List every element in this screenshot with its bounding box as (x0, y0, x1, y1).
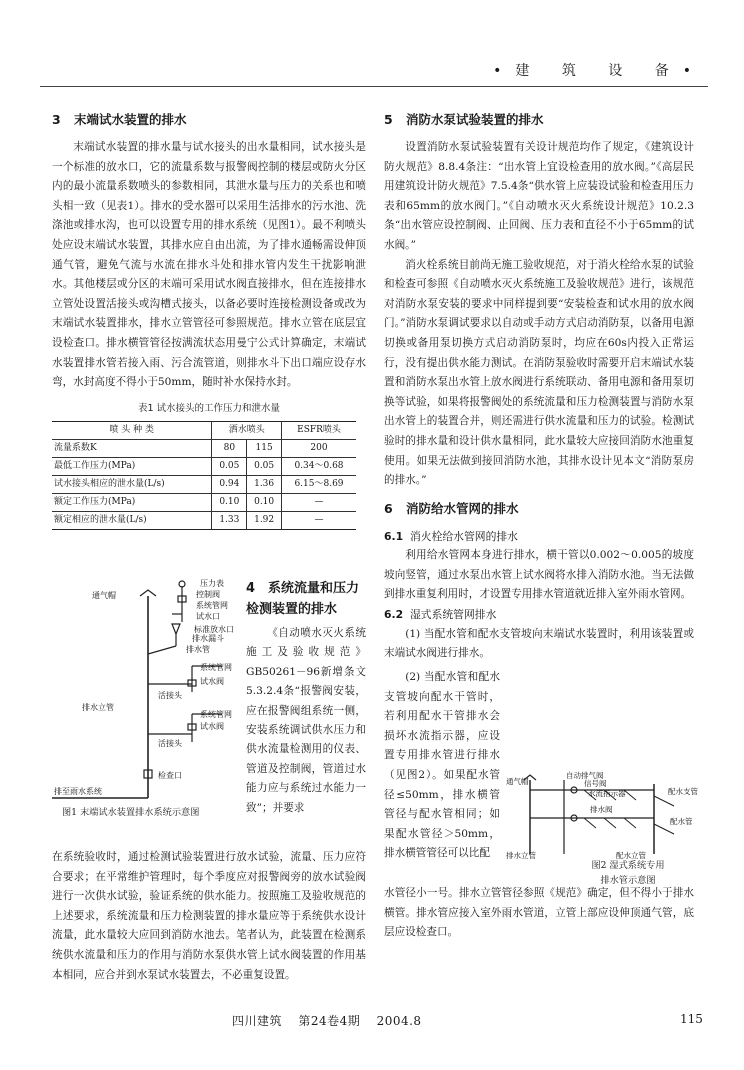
section-3-heading (52, 110, 366, 130)
section-5-number: 5 (384, 112, 393, 127)
section-4-continuation (52, 848, 366, 985)
figure-1-diagram (52, 574, 242, 842)
fig2-label: 水流指示器 (588, 789, 626, 798)
table-cell: — (282, 512, 356, 530)
table-cell: 0.34～0.68 (282, 458, 356, 476)
page-number: 115 (680, 1012, 703, 1026)
fig2-label: 信号阀 (584, 779, 607, 788)
table-row (52, 440, 356, 458)
table-header-cell: 喷 头 种 类 (52, 422, 212, 440)
fig1-label: 检查口 (158, 771, 182, 780)
section-6-2-para-2b: 水管径小一号。排水立管管径参照《规范》确定，但不得小于排水横管。排水管应接入室外雨水管道，立管上部应设伸顶通气管，底层应设检查口。 (384, 887, 694, 939)
table-1-caption: 表1 试水接头的工作压力和泄水量 (137, 402, 281, 414)
section-4-body-a: 《自动喷水灭火系统施工及验收规范》GB50261－96新增条文5.3.2.4条“报警阀安装，应在报警阀组系统一侧，安装系统调试供水压力和供水流量检测用的仪表、管道及控制阀，管道过水能力应与系统过水能力一致”；并要求 (246, 627, 366, 814)
section-5-body-a: 设置消防水泵试验装置有关设计规范均作了规定，《建筑设计防火规范》8.8.4条注：“出水管上宜设检查用的放水阀。”《高层民用建筑设计防火规范》7.5.4条“供水管上应装设试验和检查用压力表和65mm的放水阀门。”《自动喷水灭火系统设计规范》10.2.3条“出水管应设控制阀、止回阀、压力表和直径不小于65mm的试水阀。” (384, 141, 694, 251)
table-cell: 0.94 (212, 476, 247, 494)
table-cell: 额定相应的泄水量(L/s) (52, 512, 212, 530)
fig1-label: 试水口 (196, 612, 220, 621)
section-3-title: 末端试水装置的排水 (74, 112, 187, 127)
table-cell: 0.05 (247, 458, 282, 476)
figure-2-caption-line-2: 排水管示意图 (600, 875, 656, 886)
table-cell: 0.05 (212, 458, 247, 476)
fig2-label: 配水管 (670, 817, 693, 826)
figure-1-svg (52, 574, 242, 806)
section-6-1-number: 6.1 (384, 529, 404, 543)
table-row (52, 512, 356, 530)
section-6-2-continuation (384, 884, 694, 943)
page-footer (232, 1012, 434, 1032)
footer-journal: 四川建筑 (232, 1014, 283, 1028)
figure-2-caption-line-1: 图2 湿式系统专用 (591, 860, 665, 871)
table-cell: 0.10 (212, 494, 247, 512)
table-cell: 试水接头相应的泄水量(L/s) (52, 476, 212, 494)
figure-1-caption: 图1 末端试水装置排水系统示意图 (62, 807, 200, 818)
fig1-label: 排水立管 (82, 703, 114, 712)
left-column (52, 110, 366, 530)
section-6-2-heading (384, 605, 694, 625)
section-6-1-body: 利用给水管网本身进行排水，横干管以0.002～0.005的坡度坡向竖管，通过水泵出水管上试水阀将水排入消防水池。当无法做到排水重复利用时，才设置专用排水管道就近排入室外雨水管网。 (384, 549, 694, 601)
fig1-label: 活接头 (158, 691, 182, 700)
footer-issue: 第24卷4期 (298, 1014, 361, 1028)
fig1-label: 排水漏斗 (192, 634, 224, 643)
section-6-2-para-2a: (2) 当配水管和配水支管坡向配水干管时，若利用配水干管排水会损坏水流指示器，应设置专用排水管进行排水（见图2）。如果配水管径≤50mm，排水横管管径与配水管相同；如果配水管径＞50mm，排水横管管径可以比配 (384, 671, 500, 860)
fig1-label: 标准放水口 (194, 625, 234, 634)
table-cell: 6.15～8.69 (282, 476, 356, 494)
fig1-label: 活接头 (158, 739, 182, 748)
section-5-title: 消防水泵试验装置的排水 (406, 112, 544, 127)
section-6-2-number: 6.2 (384, 608, 404, 622)
table-cell: 流量系数K (52, 440, 212, 458)
section-6-heading (384, 499, 694, 519)
fig1-label: 通气帽 (92, 591, 116, 600)
section-4-title: 系统流量和压力检测装置的排水 (246, 581, 360, 617)
table-cell: 1.36 (247, 476, 282, 494)
figure-2-svg (504, 770, 704, 860)
table-header-cell: ESFR喷头 (282, 422, 356, 440)
section-6-1-title: 消火栓给水管网的排水 (410, 529, 518, 543)
table-cell: 115 (247, 440, 282, 458)
table-cell: 额定工作压力(MPa) (52, 494, 212, 512)
fig2-label: 排水阀 (590, 805, 613, 814)
fig1-label: 系统管网 (196, 601, 228, 610)
footer-date: 2004.8 (376, 1014, 422, 1028)
section-6-title: 消防给水管网的排水 (406, 500, 519, 516)
table-header-cell: 洒水喷头 (212, 422, 282, 440)
section-3-number: 3 (52, 112, 61, 127)
header-rule (40, 86, 708, 87)
table-1 (52, 421, 356, 530)
table-cell: 80 (212, 440, 247, 458)
section-5-body-b: 消火栓系统目前尚无施工验收规范，对于消火栓给水泵的试验和检查可参照《自动喷水灭火系统施工及验收规范》进行，该规范对消防水泵安装的要求中同样提到要“安装检查和试水用的放水阀门。”消防水泵调试要求以自动或手动方式启动消防泵，以备用电源切换或备用泵切换方式启动消防泵时，均应在60s内投入正常运行，没有提出供水能力测试。在消防泵验收时需要开启末端试水装置和消防水泵出水管上放水阀进行系统联动、备用电源和备用泵切换等试验，如果将报警阀处的系统流量和压力检测装置与消防水泵出水管上的装置合并，则还需进行供水流量和压力的试验。检测试验时的排水量和设计供水量相同，此水量较大应接回消防水池重复使用。如果无法做到接回消防水池，其排水设计见本文“消防泵房的排水。” (384, 258, 694, 487)
fig2-label: 排水立管 (506, 851, 536, 860)
table-row (52, 494, 356, 512)
section-4-number: 4 (246, 581, 256, 596)
table-cell: 200 (282, 440, 356, 458)
table-row (52, 458, 356, 476)
fig1-label: 试水阀 (200, 677, 224, 686)
table-cell: 1.92 (247, 512, 282, 530)
fig1-label: 排至雨水系统 (54, 787, 102, 796)
table-cell: 最低工作压力(MPa) (52, 458, 212, 476)
table-row (52, 476, 356, 494)
table-cell: 0.10 (247, 494, 282, 512)
fig1-label: 试水阀 (200, 722, 224, 731)
journal-section-header: •建 筑 设 备• (493, 63, 705, 79)
section-6-number: 6 (384, 500, 393, 516)
fig1-label: 系统管网 (200, 710, 232, 719)
section-4-heading (246, 578, 366, 620)
fig2-label: 自动排气阀 (566, 771, 604, 780)
section-6-1-heading (384, 527, 694, 547)
vent-cap-shape (140, 590, 156, 596)
fig1-label: 压力表 (200, 579, 224, 588)
section-4-block (246, 578, 366, 818)
fig2-label: 配水支管 (668, 787, 698, 796)
table-cell: — (282, 494, 356, 512)
fig1-label: 控制阀 (196, 590, 220, 599)
fig2-label: 通气帽 (506, 777, 529, 786)
section-6-2-para-1: (1) 当配水管和配水支管坡向末端试水装置时，利用该装置或末端试水阀进行排水。 (384, 627, 694, 660)
section-5-heading (384, 110, 694, 130)
section-4-body-b: 在系统验收时，通过检测试验装置进行放水试验，流量、压力应符合要求；在平常维护管理时，每个季度应对报警阀旁的放水试验阀进行一次供水试验，验证系统的供水能力。按照施工及验收规范的上述要求，系统流量和压力检测装置的排水量应等于系统供水设计流量，此水量较大应回到消防水池去。笔者认为，此装置在检测系统供水流量和压力的作用与消防水泵供水管上试水阀装置的作用基本相同，应合并到水泵试水装置去，不必重复设置。 (52, 851, 366, 981)
section-6-2-narrow-block (384, 668, 500, 864)
section-3-body: 末端试水装置的排水量与试水接头的出水量相同，试水接头是一个标准的放水口，它的流量系数与报警阀控制的楼层或防火分区内的最小流量系数喷头的参数相同，其泄水量与压力的关系也和喷头相一致（见表1）。排水的受水器可以采用生活排水的污水池、洗涤池或排水沟，也可以设置专用的排水系统（见图1）。最不利喷头处应设末端试水装置，其排水应自由出流，为了排水通畅需设伸顶通气管，避免气流与水流在排水斗处和排水管内发生干扰影响泄水。其他楼层或分区的末端可采用试水阀直接排水，但在连接排水立管处设置活接头或沟槽式接头，以备必要时连接检测设备或改为末端试水装置排水，排水立管管径可参照规范。排水立管在底层宜设检查口。排水横管管径按满流状态用曼宁公式计算确定，末端试水装置排水管若接入雨、污合流管道，则排水斗下出口端应设存水弯，水封高度不得小于50mm，随时补水保持水封。 (52, 141, 366, 389)
right-column (384, 110, 694, 664)
fig2-label: 配水立管 (616, 851, 646, 860)
table-header-row (52, 422, 356, 440)
section-6-2-title: 湿式系统管网排水 (410, 608, 497, 622)
fig1-label: 系统管网 (200, 663, 232, 672)
table-cell: 1.33 (212, 512, 247, 530)
fig1-label: 排水管 (186, 645, 210, 654)
